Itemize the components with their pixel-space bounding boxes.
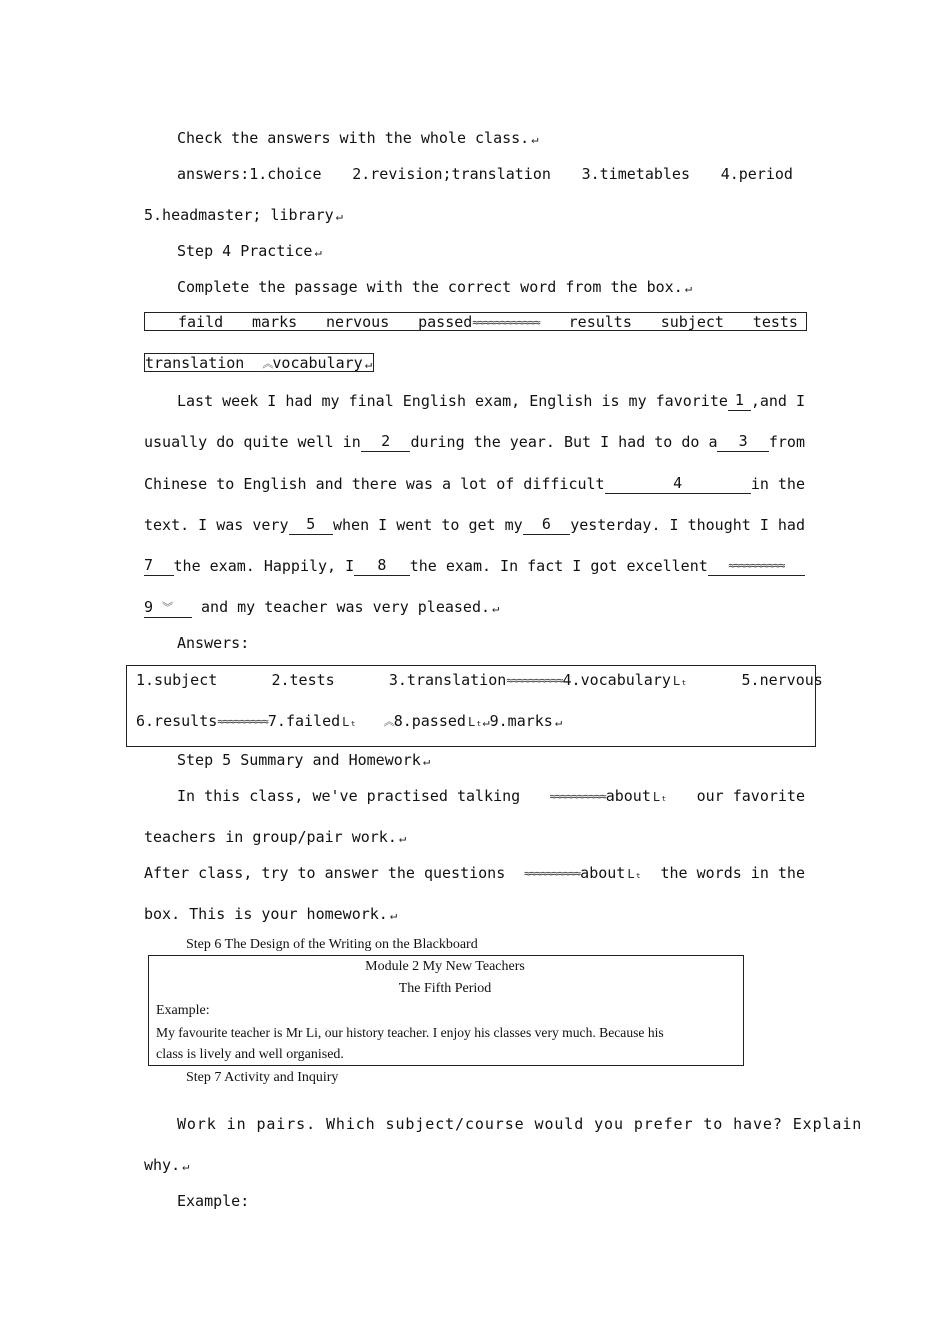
word-box-item: tests bbox=[752, 313, 798, 331]
blank-8: 8 bbox=[354, 556, 410, 576]
passage-line-6 bbox=[144, 597, 499, 618]
word-box-item: vocabulary bbox=[272, 354, 363, 372]
answer-item: 4.period bbox=[720, 165, 793, 183]
check-text: Check the answers with the whole class. bbox=[177, 129, 530, 147]
passage-line-1 bbox=[177, 391, 805, 411]
answers-line-1 bbox=[177, 164, 793, 184]
return-mark-icon: ↵ bbox=[364, 357, 372, 371]
homework-about: ≈≈≈≈≈≈≈≈≈≈about Lₜ bbox=[523, 864, 642, 882]
step-title: Step 4 Practice bbox=[177, 242, 313, 260]
activity-line-2 bbox=[144, 1155, 189, 1176]
line-break-icon: Lₜ bbox=[627, 867, 642, 881]
return-mark-icon: ↵ bbox=[335, 209, 343, 223]
wave-mark-icon: ≈≈≈≈≈≈≈≈≈≈≈≈ bbox=[472, 315, 540, 329]
return-mark-icon: ↵ bbox=[389, 908, 398, 922]
passage-line-3 bbox=[144, 474, 805, 494]
answer-box-row-1 bbox=[136, 670, 823, 691]
answers-label: Answers: bbox=[177, 634, 250, 652]
word-box-item: marks bbox=[252, 313, 298, 331]
blank-4: 4 bbox=[605, 474, 751, 494]
step4-heading bbox=[177, 241, 322, 262]
blank-1: 1 bbox=[728, 391, 751, 411]
answer-item: 9.marks bbox=[489, 712, 553, 730]
answer-item: 7.failed bbox=[267, 712, 341, 730]
complete-instruction bbox=[177, 277, 692, 298]
answer-item: 3.timetables bbox=[581, 165, 690, 183]
word-box-item: translation bbox=[145, 354, 245, 372]
return-mark-icon: ↵ bbox=[398, 831, 407, 845]
blackboard-text-2: class is lively and well organised. bbox=[156, 1047, 344, 1062]
word-box-item: subject bbox=[660, 313, 724, 331]
return-mark-icon: ↵ bbox=[314, 245, 322, 259]
blank-2: 2 bbox=[361, 432, 411, 452]
passage-line-4 bbox=[144, 515, 805, 535]
activity-text: why. bbox=[144, 1156, 181, 1174]
answer-item: 5.headmaster; library bbox=[144, 206, 334, 224]
passage-text: from bbox=[768, 433, 805, 451]
passage-text: and my teacher was very pleased. bbox=[201, 598, 491, 616]
wave-mark-icon: ≈≈≈≈≈≈≈≈≈≈ bbox=[506, 673, 563, 687]
blank-9 bbox=[144, 598, 192, 618]
answer-item: 3.translation bbox=[388, 671, 507, 689]
word-box-item: nervous bbox=[326, 313, 390, 331]
summary-text: our favorite bbox=[696, 787, 805, 805]
wave-mark-icon: ≈≈≈≈≈≈≈≈≈≈ bbox=[523, 866, 581, 880]
answer-item: 1.subject bbox=[136, 671, 218, 689]
return-mark-icon: ↵ bbox=[531, 132, 539, 146]
return-mark-icon: ↵ bbox=[182, 1159, 190, 1173]
word-box-item: faild bbox=[178, 313, 224, 331]
summary-line-2 bbox=[144, 827, 406, 848]
summary-line-1 bbox=[177, 786, 805, 807]
homework-text: box. This is your homework. bbox=[144, 905, 388, 923]
word-box-item: results bbox=[568, 313, 632, 331]
step-title: Step 5 Summary and Homework bbox=[177, 751, 421, 769]
return-mark-icon: ↵ bbox=[422, 754, 431, 768]
line-break-icon: Lₜ bbox=[652, 790, 668, 804]
passage-text: the exam. In fact I got excellent bbox=[409, 557, 708, 575]
chevron-mark-icon: ︾ bbox=[162, 600, 173, 614]
blackboard-text-1: My favourite teacher is Mr Li, our history teacher. I enjoy his classes very much. Because his bbox=[156, 1025, 664, 1040]
blackboard-period: The Fifth Period bbox=[398, 981, 492, 996]
passage-text: Last week I had my final English exam, English is my favorite bbox=[177, 392, 728, 410]
homework-line-1 bbox=[144, 863, 805, 884]
answer-item: 2.revision;translation bbox=[352, 165, 551, 183]
answer-item: 2.tests bbox=[271, 671, 335, 689]
answer-item: 5.nervous bbox=[741, 671, 823, 689]
blackboard-module: Module 2 My New Teachers bbox=[365, 959, 525, 974]
answers-line-2 bbox=[144, 205, 343, 226]
line-break-icon: Lₜ↵ bbox=[467, 715, 490, 729]
answer-item: 8.passed bbox=[393, 712, 466, 730]
passage-text: Chinese to English and there was a lot of difficult bbox=[144, 475, 605, 493]
answer-box-row-2 bbox=[136, 711, 562, 732]
summary-text: teachers in group/pair work. bbox=[144, 828, 397, 846]
passage-text: usually do quite well in bbox=[144, 433, 361, 451]
step6-heading: Step 6 The Design of the Writing on the Blackboard bbox=[186, 937, 478, 952]
word-box-item-group: passed≈≈≈≈≈≈≈≈≈≈≈≈ bbox=[418, 313, 540, 331]
homework-text: the words in the bbox=[660, 864, 805, 882]
blank-5: 5 bbox=[289, 515, 333, 535]
passage-line-2 bbox=[144, 432, 805, 452]
word-box-words-2 bbox=[145, 353, 372, 374]
return-mark-icon: ↵ bbox=[684, 281, 692, 295]
wave-mark-icon: ≈≈≈≈≈≈≈≈≈ bbox=[217, 714, 268, 728]
activity-line-1 bbox=[177, 1114, 863, 1134]
passage-text: text. I was very bbox=[144, 516, 289, 534]
blackboard-example: Example: bbox=[156, 1003, 210, 1018]
activity-text: Work in pairs. Which subject/course would you prefer to have? Explain bbox=[177, 1115, 863, 1133]
blank-9-start bbox=[708, 556, 805, 576]
return-mark-icon: ↵ bbox=[492, 601, 500, 615]
blank-7: 7 bbox=[144, 556, 174, 576]
answer-item: 4.vocabulary bbox=[562, 671, 671, 689]
wave-mark-icon: ≈≈≈≈≈≈≈≈≈≈ bbox=[728, 558, 785, 572]
caret-mark-icon: ︽ bbox=[383, 714, 394, 728]
summary-about: ≈≈≈≈≈≈≈≈≈≈about Lₜ bbox=[549, 787, 668, 805]
passage-text: when I went to get my bbox=[332, 516, 523, 534]
step7-heading: Step 7 Activity and Inquiry bbox=[186, 1070, 339, 1085]
passage-line-5 bbox=[144, 556, 805, 576]
passage-text: in the bbox=[750, 475, 805, 493]
line-break-icon: Lₜ bbox=[342, 715, 357, 729]
homework-text: After class, try to answer the questions bbox=[144, 864, 506, 882]
line-break-icon: Lₜ bbox=[672, 674, 688, 688]
homework-line-2 bbox=[144, 904, 397, 925]
blank-3: 3 bbox=[717, 432, 768, 452]
caret-mark-icon: ︽ bbox=[262, 356, 273, 370]
check-line bbox=[177, 128, 538, 149]
summary-text: In this class, we've practised talking bbox=[177, 787, 521, 805]
blank-number: 9 bbox=[144, 598, 154, 616]
passage-text: during the year. But I had to do a bbox=[410, 433, 718, 451]
answer-item: answers:1.choice bbox=[177, 165, 322, 183]
passage-text: ,and I bbox=[750, 392, 805, 410]
return-mark-icon: ↵ bbox=[554, 715, 563, 729]
passage-text: yesterday. I thought I had bbox=[570, 516, 805, 534]
passage-text: the exam. Happily, I bbox=[173, 557, 355, 575]
step5-heading bbox=[177, 750, 430, 771]
example-label: Example: bbox=[177, 1192, 250, 1210]
answer-item: 6.results bbox=[136, 712, 218, 730]
instruction-text: Complete the passage with the correct word from the box. bbox=[177, 278, 683, 296]
wave-mark-icon: ≈≈≈≈≈≈≈≈≈≈ bbox=[549, 789, 606, 803]
blank-6: 6 bbox=[523, 515, 571, 535]
word-box-words-1 bbox=[178, 312, 798, 333]
